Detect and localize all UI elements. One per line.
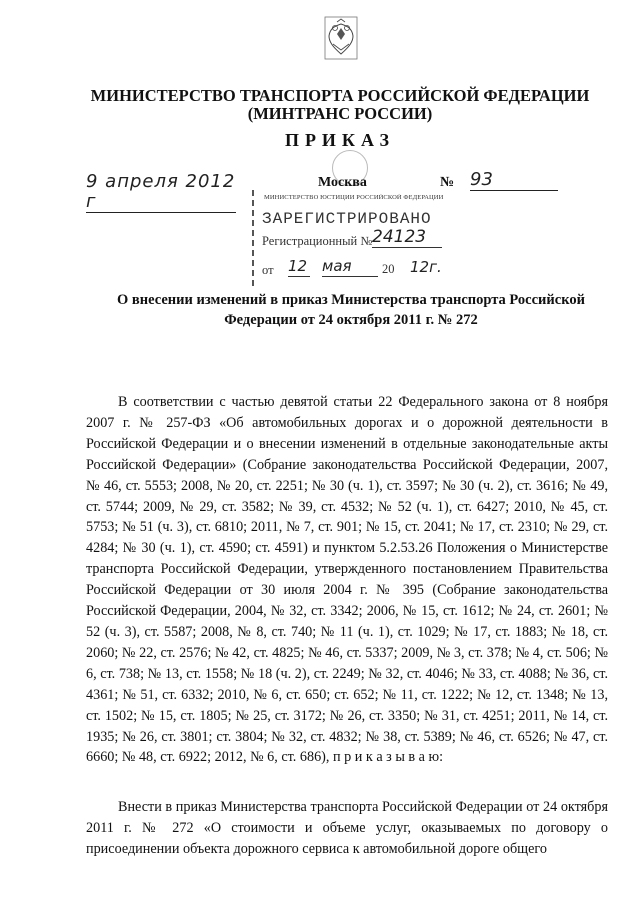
stamp-registration-number: 24123 — [372, 227, 442, 248]
stamp-registration-label: Регистрационный № — [262, 234, 373, 248]
stamp-title: ЗАРЕГИСТРИРОВАНО — [262, 210, 432, 228]
stamp-month: мая — [322, 256, 378, 277]
body-paragraph-1: В соответствии с частью девятой статьи 22 Федерального закона от 8 ноября 2007 г. № 257-ФЗ «Об автомобильных дорогах и о дорожной деятельности в Российской Федерации и о внесении изменений в отдельные законодательные акты Российской Федерации» (Собрание законодательства Российской Федерации, 2007, № 46, ст. 5553; 2008, № 20, ст. 2251; № 30 (ч. 1), ст. 3597; № 30 (ч. 2), ст. 3616; № 49, ст. 5744; 2009, № 29, ст. 3582; № 39, ст. 4532; № 52 (ч. 1), ст. 6427; 2010, № 45, ст. 5753; № 51 (ч. 3), ст. 6810; 2011, № 7, ст. 901; № 15, ст. 2041; № 17, ст. 2310; № 29, ст. 4284; № 30 (ч. 1), ст. 4590; ст. 4591) и пунктом 5.2.53.26 Положения о Министерстве транспорта Российской Федерации, утвержденного постановлением Правительства Российской Федерации от 30 июля 2004 г. № 395 (Собрание законодательства Российской Федерации, 2004, № 32, ст. 3342; 2006, № 15, ст. 1612; № 24, ст. 2601; № 52 (ч. 3), ст. 5587; 2008, № 8, ст. 740; № 11 (ч. 1), ст. 1029; № 17, ст. 1883; № 18, ст. 2060; № 22, ст. 2576; № 42, ст. 4825; № 46, ст. 5337; 2009, № 3, ст. 378; № 4, ст. 506; № 6, ст. 738; № 13, ст. 1558; № 18 (ч. 2), ст. 2249; № 32, ст. 4046; № 33, ст. 4088; № 36, ст. 4361; № 51, ст. 6332; 2010, № 6, ст. 650; ст. 652; № 11, ст. 1222; № 12, ст. 1348; № 13, ст. 1502; № 15, ст. 1805; № 25, ст. 3172; № 26, ст. 3350; № 31, ст. 4251; 2011, № 14, ст. 1935; № 26, ст. 3801; ст. 3804; № 32, ст. 4832; № 38, ст. 5389; № 46, ст. 6526; № 47, ст. 6660; № 48, ст. 6922; 2012, № 6, ст. 686), п р и к а з ы в а ю: — [86, 394, 608, 766]
stamp-year: 12г. — [410, 258, 442, 276]
ministry-short-name: (МИНТРАНС РОССИИ) — [247, 104, 433, 123]
coat-of-arms-emblem — [321, 14, 361, 62]
body-paragraph-2: Внести в приказ Министерства транспорта Российской Федерации от 24 октября 2011 г. № 272 «О стоимости и объеме услуг, оказываемых по договору о присоединении объекта дорожного сервиса к автомобильной дороге общего — [86, 799, 608, 857]
city-label: Москва — [318, 175, 367, 190]
document-subject — [86, 290, 616, 330]
order-date: 9 апреля 2012 г — [86, 171, 236, 212]
order-number: 93 — [470, 170, 558, 191]
number-label: № — [440, 175, 455, 190]
ministry-name: МИНИСТЕРСТВО ТРАНСПОРТА РОССИЙСКОЙ ФЕДЕРАЦИИ — [90, 86, 590, 105]
stamp-day: 12 — [288, 256, 310, 277]
document-type-title: ПРИКАЗ — [284, 130, 396, 150]
stamp-from-label: от — [262, 263, 274, 277]
stamp-year-prefix: 20 — [382, 262, 395, 276]
registration-stamp — [252, 190, 464, 286]
stamp-ministry: МИНИСТЕРСТВО ЮСТИЦИИ РОССИЙСКОЙ ФЕДЕРАЦИИ — [264, 194, 444, 201]
subject-line-2: Федерации от 24 октября 2011 г. № 272 — [224, 312, 478, 328]
subject-line-1: О внесении изменений в приказ Министерства транспорта Российской — [117, 292, 585, 308]
